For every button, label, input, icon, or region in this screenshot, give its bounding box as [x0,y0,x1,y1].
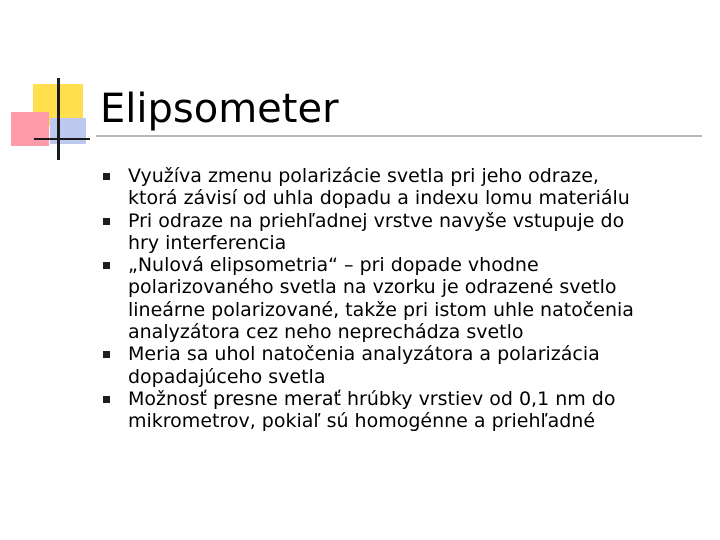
bullet-line: lineárne polarizované, takže pri istom uhle natočenia [128,298,634,321]
decor-pink-square [11,112,49,146]
bullet-item [103,210,703,255]
bullet-item [103,254,703,343]
bullet-line: „Nulová elipsometria“ – pri dopade vhodne [128,254,539,277]
bullet-line: dopadajúceho svetla [128,365,326,388]
bullet-square-icon [103,351,110,358]
bullet-line: hry interferencia [128,231,287,254]
slide-title: Elipsometer [100,86,339,132]
bullet-square-icon [103,262,110,269]
bullet-line: Využíva zmenu polarizácie svetla pri jeho odraze, [128,165,599,187]
bullet-square-icon [103,396,110,403]
decor-horizontal-line [34,138,90,140]
title-underline [96,135,702,137]
bullet-line: Možnosť presne merať hrúbky vrstiev od 0,1 nm do [128,387,616,410]
decor-blue-square [50,118,86,144]
bullet-line: polarizovaného svetla na vzorku je odrazené svetlo [128,276,617,299]
bullet-item [103,388,703,433]
bullet-line: ktorá závisí od uhla dopadu a indexu lomu materiálu [128,187,630,210]
bullet-square-icon [103,218,110,225]
bullet-square-icon [103,173,110,180]
bullet-item [103,165,703,210]
decor-vertical-line [57,78,60,160]
bullet-line: analyzátora cez neho neprechádza svetlo [128,321,524,344]
bullet-line: mikrometrov, pokiaľ sú homogénne a priehľadné [128,410,596,433]
bullet-list [103,165,703,433]
bullet-item [103,343,703,388]
bullet-line: Meria sa uhol natočenia analyzátora a polarizácia [128,343,600,366]
bullet-line: Pri odraze na priehľadnej vrstve navyše vstupuje do [128,209,625,232]
